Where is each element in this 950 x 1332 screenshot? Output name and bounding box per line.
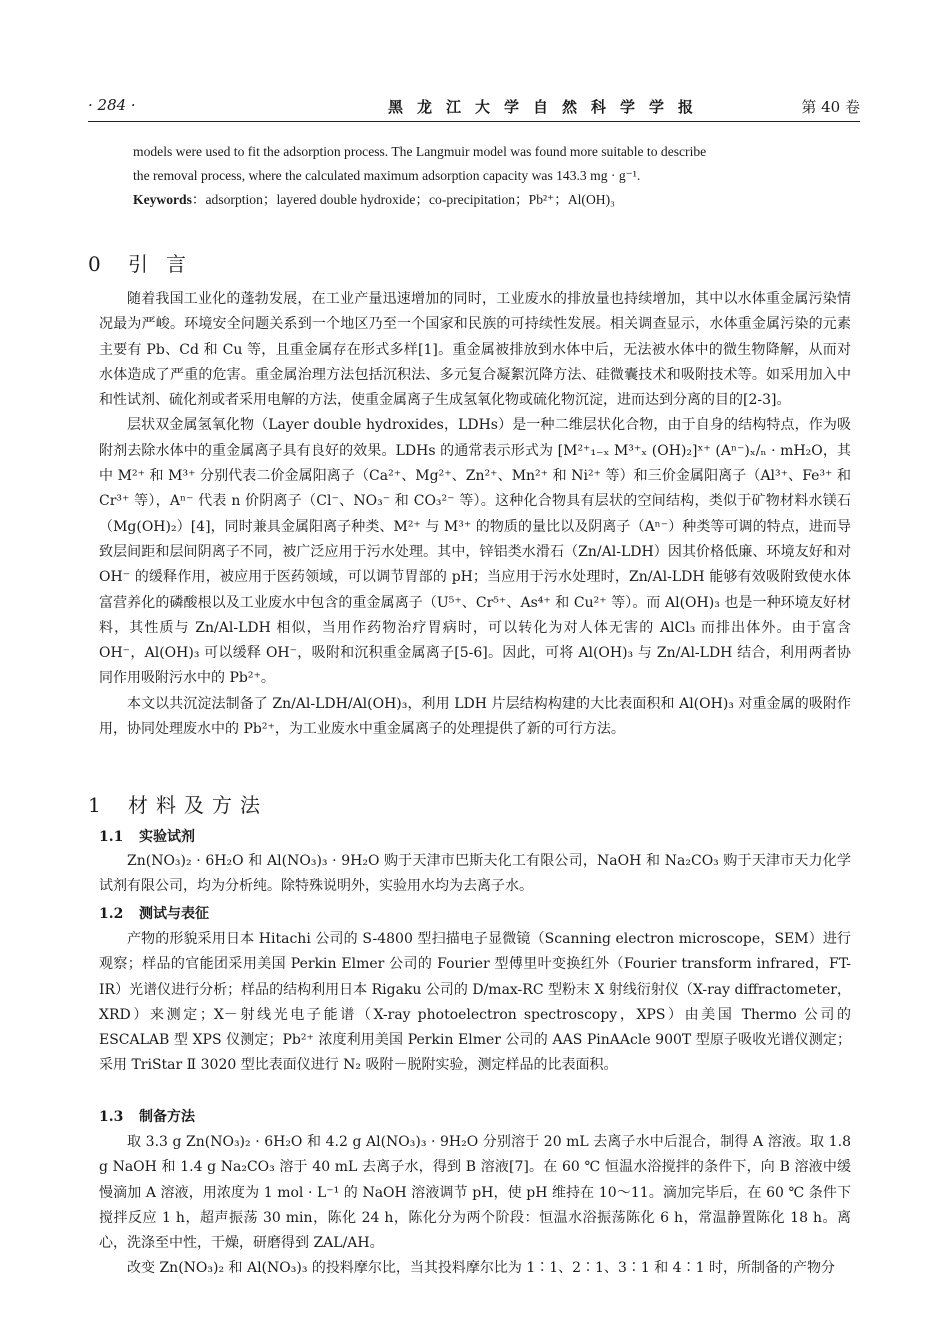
abstract-line: models were used to fit the adsorption process. The Langmuir model was found more suitable to describe — [133, 144, 707, 159]
journal-name: 黑龙江大学自然科学学报 — [388, 98, 708, 116]
subsection-title: 制备方法 — [139, 1109, 195, 1125]
paragraph: 随着我国工业化的蓬勃发展，在工业产量迅速增加的同时，工业废水的排放量也持续增加，其中以水体重金属污染情况最为严峻。环境安全问题关系到一个地区乃至一个国家和民族的可持续性发展。相关调查显示，水体重金属污染的元素主要有 Pb、Cd 和 Cu 等，且重金属存在形式多样[1]。重金属被排放到水体中后，无法被水体中的微生物降解，从而对水体造成了严重的危害。重金属治理方法包括沉积法、多元复合凝絮沉降方法、硅微囊技术和吸附技术等。如采用加入中和性试剂、硫化剂或者采用电解的方法，使重金属离子生成氢氧化物或硫化物沉淀，进而达到分离的目的[2-3]。 — [99, 291, 851, 409]
subsection-number: 1.1 — [99, 829, 124, 845]
subsection-number: 1.3 — [99, 1109, 124, 1125]
section-heading-intro — [88, 248, 204, 277]
keywords — [133, 188, 823, 212]
volume-label: 第 40 卷 — [801, 98, 860, 116]
section-heading-methods — [88, 789, 268, 818]
subsection-heading — [99, 1106, 195, 1126]
subsection-title: 测试与表征 — [139, 906, 209, 922]
characterization-body — [99, 927, 851, 1079]
section-title: 引言 — [128, 252, 204, 276]
paragraph: 取 3.3 g Zn(NO₃)₂ · 6H₂O 和 4.2 g Al(NO₃)₃ · 9H₂O 分别溶于 20 mL 去离子水中后混合，制得 A 溶液。取 1.8 g NaOH 和 1.4 g Na₂CO₃ 溶于 40 mL 去离子水，得到 B 溶液[7]。在 60 ℃ 恒温水浴搅拌的条件下，向 B 溶液中缓慢滴加 A 溶液，用浓度为 1 mol · L⁻¹ 的 NaOH 溶液调节 pH，使 pH 维持在 10～11。滴加完毕后，在 60 ℃ 条件下搅拌反应 1 h，超声振荡 30 min，陈化 24 h，陈化分为两个阶段：恒温水浴振荡陈化 6 h，常温静置陈化 18 h。离心，洗涤至中性，干燥，研磨得到 ZAL/AH。 — [99, 1134, 851, 1252]
section-number: 0 — [88, 252, 101, 276]
section-title: 材料及方法 — [128, 793, 268, 817]
keywords-list: ：adsorption；layered double hydroxide；co-precipitation；Pb²⁺；Al(OH)₃ — [191, 192, 615, 207]
abstract-tail — [133, 140, 823, 212]
paragraph: Zn(NO₃)₂ · 6H₂O 和 Al(NO₃)₃ · 9H₂O 购于天津市巴斯夫化工有限公司，NaOH 和 Na₂CO₃ 购于天津市天力化学试剂有限公司，均为分析纯。除特殊说明外，实验用水均为去离子水。 — [99, 853, 851, 895]
reagents-body — [99, 849, 851, 900]
paragraph: 本文以共沉淀法制备了 Zn/Al-LDH/Al(OH)₃，利用 LDH 片层结构构建的大比表面积和 Al(OH)₃ 对重金属的吸附作用，协同处理废水中的 Pb²⁺，为工业废水中重金属离子的处理提供了新的可行方法。 — [99, 695, 851, 738]
paragraph: 产物的形貌采用日本 Hitachi 公司的 S-4800 型扫描电子显微镜（Scanning electron microscope，SEM）进行观察；样品的官能团采用美国 Perkin Elmer 公司的 Fourier 型傅里叶变换红外（Fourier transform infrared，FT-IR）光谱仪进行分析；样品的结构利用日本 Rigaku 公司的 D/max-RC 型粉末 X 射线衍射仪（X-ray diffractometer，XRD）来测定；X－射线光电子能谱（X-ray photoelectron spectroscopy，XPS）由美国 Thermo 公司的 ESCALAB 型 XPS 仪测定；Pb²⁺ 浓度利用美国 Perkin Elmer 公司的 AAS PinAAcle 900T 型原子吸收光谱仪测定；采用 TriStar Ⅱ 3020 型比表面仪进行 N₂ 吸附－脱附实验，测定样品的比表面积。 — [99, 931, 851, 1074]
page-number: · 284 · — [88, 96, 136, 114]
keywords-label: Keywords — [133, 192, 192, 207]
subsection-heading — [99, 826, 195, 846]
preparation-body — [99, 1130, 851, 1282]
paragraph: 层状双金属氢氧化物（Layer double hydroxides，LDHs）是一种二维层状化合物，由于自身的结构特点，作为吸附剂去除水体中的重金属离子具有良好的效果。LDHs 的通常表示形式为 [M²⁺₁₋ₓ M³⁺ₓ (OH)₂]ˣ⁺ (Aⁿ⁻)ₓ/ₙ · mH₂O，其中 M²⁺ 和 M³⁺ 分别代表二价金属阳离子（Ca²⁺、Mg²⁺、Zn²⁺、Mn²⁺ 和 Ni²⁺ 等）和三价金属阳离子（Al³⁺、Fe³⁺ 和 Cr³⁺ 等），Aⁿ⁻ 代表 n 价阴离子（Cl⁻、NO₃⁻ 和 CO₃²⁻ 等）。这种化合物具有层状的空间结构，类似于矿物材料水镁石（Mg(OH)₂）[4]，同时兼具金属阳离子种类、M²⁺ 与 M³⁺ 的物质的量比以及阴离子（Aⁿ⁻）种类等可调的特点，进而导致层间距和层间阴离子不同，被广泛应用于污水处理。其中，锌铝类水滑石（Zn/Al-LDH）因其价格低廉、环境友好和对 OH⁻ 的缓释作用，被应用于医药领域，可以调节胃部的 pH；当应用于污水处理时，Zn/Al-LDH 能够有效吸附致使水体富营养化的磷酸根以及工业废水中包含的重金属离子（U⁵⁺、Cr⁵⁺、As⁴⁺ 和 Cu²⁺ 等）。而 Al(OH)₃ 也是一种环境友好材料，其性质与 Zn/Al-LDH 相似，当用作药物治疗胃病时，可以转化为对人体无害的 AlCl₃ 而排出体外。由于富含 OH⁻，Al(OH)₃ 可以缓释 OH⁻，吸附和沉积重金属离子[5-6]。因此，可将 Al(OH)₃ 与 Zn/Al-LDH 结合，利用两者协同作用吸附污水中的 Pb²⁺。 — [99, 417, 851, 687]
subsection-number: 1.2 — [99, 906, 124, 922]
paragraph: 改变 Zn(NO₃)₂ 和 Al(NO₃)₃ 的投料摩尔比，当其投料摩尔比为 1∶1、2∶1、3∶1 和 4∶1 时，所制备的产物分 — [127, 1260, 835, 1277]
intro-body — [99, 287, 851, 742]
header-rule — [88, 121, 860, 122]
abstract-line: the removal process, where the calculated maximum adsorption capacity was 143.3 mg · g⁻¹. — [133, 168, 641, 183]
subsection-heading — [99, 903, 209, 923]
section-number: 1 — [88, 793, 101, 817]
subsection-title: 实验试剂 — [139, 829, 195, 845]
running-header — [88, 96, 860, 122]
